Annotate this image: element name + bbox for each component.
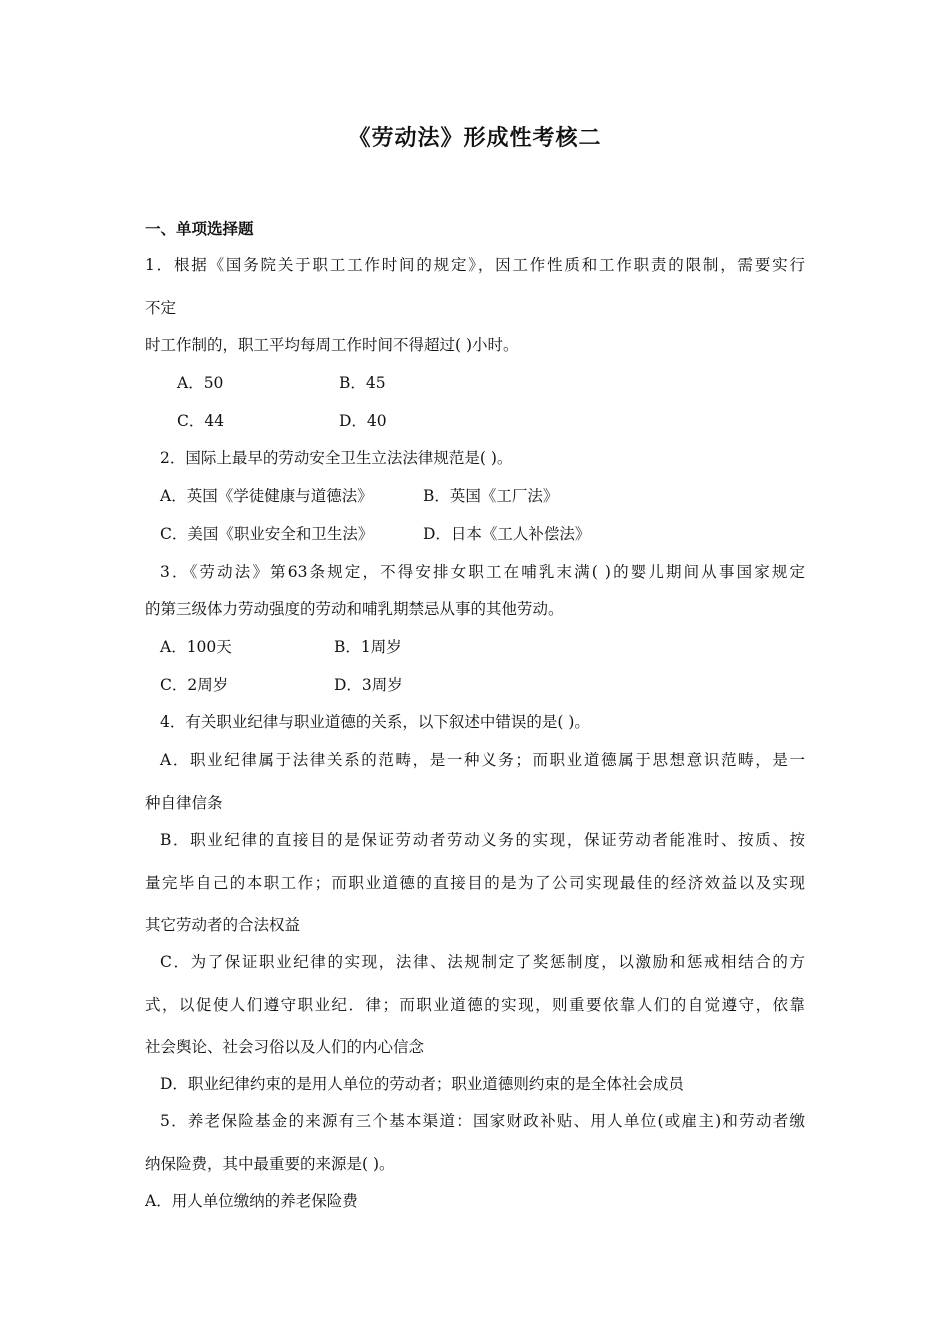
q2-option-c: C．美国《职业安全和卫生法》 (160, 525, 374, 543)
q2-option-d: D．日本《工人补偿法》 (423, 525, 591, 543)
q4-option-c-line-2: 式，以促使人们遵守职业纪．律；而职业道德的实现，则重要依靠人们的自觉遵守，依靠 (145, 996, 805, 1014)
q1-stem-line-1: 1．根据《国务院关于职工工作时间的规定》，因工作性质和工作职责的限制，需要实行 (145, 256, 805, 274)
q3-option-b: B．1周岁 (334, 638, 402, 656)
q4-option-c-line-3: 社会舆论、社会习俗以及人们的内心信念 (145, 1038, 425, 1056)
q4-stem-line-1: 4．有关职业纪律与职业道德的关系，以下叙述中错误的是( )。 (160, 713, 590, 731)
q3-option-a: A．100天 (160, 638, 232, 656)
q1-option-c: C．44 (177, 412, 225, 430)
q1-stem-line-2: 不定 (145, 299, 177, 317)
q1-stem-line-3: 时工作制的，职工平均每周工作时间不得超过( )小时。 (145, 336, 519, 354)
q4-option-b-line-3: 其它劳动者的合法权益 (145, 916, 301, 934)
q2-option-b: B．英国《工厂法》 (423, 487, 559, 505)
q4-option-c-line-1: C．为了保证职业纪律的实现，法律、法规制定了奖惩制度，以激励和惩戒相结合的方 (160, 953, 805, 971)
q5-option-a: A．用人单位缴纳的养老保险费 (145, 1192, 358, 1210)
q4-option-d-line-1: D．职业纪律约束的是用人单位的劳动者；职业道德则约束的是全体社会成员 (160, 1075, 684, 1093)
q1-option-b: B．45 (339, 374, 386, 392)
q4-option-a-line-2: 种自律信条 (145, 794, 223, 812)
q3-option-d: D．3周岁 (334, 676, 403, 694)
q4-option-b-line-2: 量完毕自己的本职工作；而职业道德的直接目的是为了公司实现最佳的经济效益以及实现 (145, 874, 805, 892)
section-heading: 一、单项选择题 (145, 219, 254, 238)
q2-stem-line-1: 2．国际上最早的劳动安全卫生立法法律规范是( )。 (160, 449, 513, 467)
q2-option-a: A．英国《学徒健康与道德法》 (160, 487, 373, 505)
q5-stem-line-1: 5．养老保险基金的来源有三个基本渠道：国家财政补贴、用人单位(或雇主)和劳动者缴 (160, 1112, 805, 1130)
q3-option-c: C．2周岁 (160, 676, 229, 694)
q1-option-a: A．50 (177, 374, 224, 392)
q1-option-d: D．40 (339, 412, 387, 430)
q3-stem-line-1: 3．《劳动法》第63条规定，不得安排女职工在哺乳末满( )的婴儿期间从事国家规定 (160, 563, 805, 581)
q4-option-a-line-1: A．职业纪律属于法律关系的范畴，是一种义务；而职业道德属于思想意识范畴，是一 (160, 751, 805, 769)
q5-stem-line-2: 纳保险费，其中最重要的来源是( )。 (145, 1155, 395, 1173)
q3-stem-line-2: 的第三级体力劳动强度的劳动和哺乳期禁忌从事的其他劳动。 (145, 600, 564, 618)
q4-option-b-line-1: B．职业纪律的直接目的是保证劳动者劳动义务的实现，保证劳动者能准时、按质、按 (160, 831, 805, 849)
page-title: 《劳动法》形成性考核二 (348, 125, 602, 151)
